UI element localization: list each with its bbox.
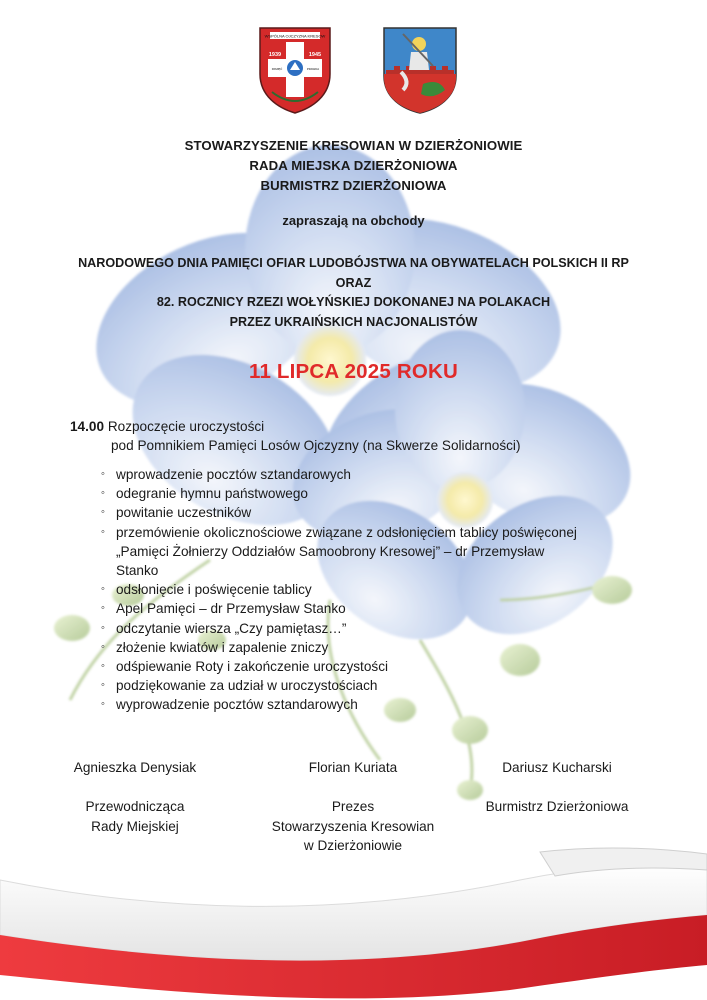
event-date: 11 LIPCA 2025 ROKU (248, 360, 459, 383)
bullet-icon: ◦ (101, 679, 105, 692)
association-crest-logo (256, 26, 334, 114)
list-item: ◦ odśpiewanie Roty i zakończenie uroczystości (96, 657, 616, 676)
bullet-icon: ◦ (101, 660, 105, 673)
bullet-icon: ◦ (101, 583, 105, 596)
signature-council-chair (45, 758, 225, 836)
svg-text:PAMIĘĆ: PAMIĘĆ (271, 67, 283, 71)
signatory-role: w Dzierżoniowie (303, 838, 403, 853)
signatory-role: Stowarzyszenia Kresowian (271, 818, 435, 834)
list-item: ◦ Apel Pamięci – dr Przemysław Stanko (96, 599, 616, 618)
title-line: 82. ROCZNICY RZEZI WOŁYŃSKIEJ DOKONANEJ NA POLAKACH (156, 295, 551, 309)
program-list (96, 465, 616, 715)
list-item: ◦ odczytanie wiersza „Czy pamiętasz…” (96, 619, 616, 638)
title-line: NARODOWEGO DNIA PAMIĘCI OFIAR LUDOBÓJSTWA NA OBYWATELACH POLSKICH II RP (78, 256, 629, 270)
signatory-name: Dariusz Kucharski (502, 760, 612, 775)
title-line: PRZEZ UKRAIŃSKICH NACJONALISTÓW (229, 314, 478, 329)
dzierzoniow-coat-of-arms (381, 26, 459, 114)
signatory-role: Przewodnicząca (85, 799, 185, 814)
start-label: Rozpoczęcie uroczystości (107, 419, 265, 434)
start-time: 14.00 (70, 419, 105, 434)
bullet-icon: ◦ (101, 468, 105, 480)
event-title (0, 254, 707, 332)
svg-text:WSPÓLNA OJCZYZNA KRESOW: WSPÓLNA OJCZYZNA KRESOW (264, 33, 326, 39)
polish-flag-ribbon (0, 840, 707, 1000)
svg-text:1939: 1939 (268, 52, 282, 58)
bullet-icon: ◦ (101, 698, 105, 711)
signature-mayor (467, 758, 647, 817)
list-item: ◦ wprowadzenie pocztów sztandarowych (96, 465, 616, 484)
list-item: ◦ odsłonięcie i poświęcenie tablicy (96, 580, 616, 599)
organizer-line: STOWARZYSZENIE KRESOWIAN W DZIERŻONIOWIE (184, 138, 523, 153)
bullet-icon: ◦ (101, 602, 105, 615)
title-line: ORAZ (335, 275, 372, 290)
list-item: ◦ przemówienie okolicznościowe związane z odsłonięciem tablicy poświęconej „Pamięci Żołnierzy Oddziałów Samoobrony Kresowej” – dr Przemysław Stanko (101, 524, 577, 579)
signatory-role: Prezes (331, 799, 375, 814)
svg-text:1945: 1945 (308, 52, 322, 58)
organizer-line: RADA MIEJSKA DZIERŻONIOWA (249, 158, 458, 173)
list-item: ◦ podziękowanie za udział w uroczystościach (96, 676, 616, 695)
signatory-role: Rady Miejskiej (91, 818, 179, 834)
signatory-name: Florian Kuriata (308, 760, 398, 775)
svg-text:PRAWDA: PRAWDA (306, 67, 320, 71)
bullet-icon: ◦ (101, 506, 105, 519)
signature-association-president (243, 758, 463, 856)
program-header (70, 417, 520, 456)
list-item: ◦ odegranie hymnu państwowego (96, 484, 616, 503)
bullet-icon: ◦ (101, 621, 105, 634)
bullet-icon: ◦ (101, 525, 105, 538)
list-item: ◦ złożenie kwiatów i zapalenie zniczy (96, 638, 616, 657)
organizer-line: BURMISTRZ DZIERŻONIOWA (260, 178, 447, 193)
event-location: pod Pomnikiem Pamięci Losów Ojczyzny (na Skwerze Solidarności) (111, 438, 521, 454)
bullet-icon: ◦ (101, 487, 105, 500)
signatory-name: Agnieszka Denysiak (73, 760, 197, 775)
signatory-role: Burmistrz Dzierżoniowa (485, 799, 629, 814)
invitation-text: zapraszają na obchody (282, 213, 425, 228)
list-item: ◦ wyprowadzenie pocztów sztandarowych (96, 695, 616, 714)
bullet-icon: ◦ (101, 640, 105, 653)
list-item: ◦ powitanie uczestników (96, 503, 616, 522)
organizers-block (0, 136, 707, 196)
